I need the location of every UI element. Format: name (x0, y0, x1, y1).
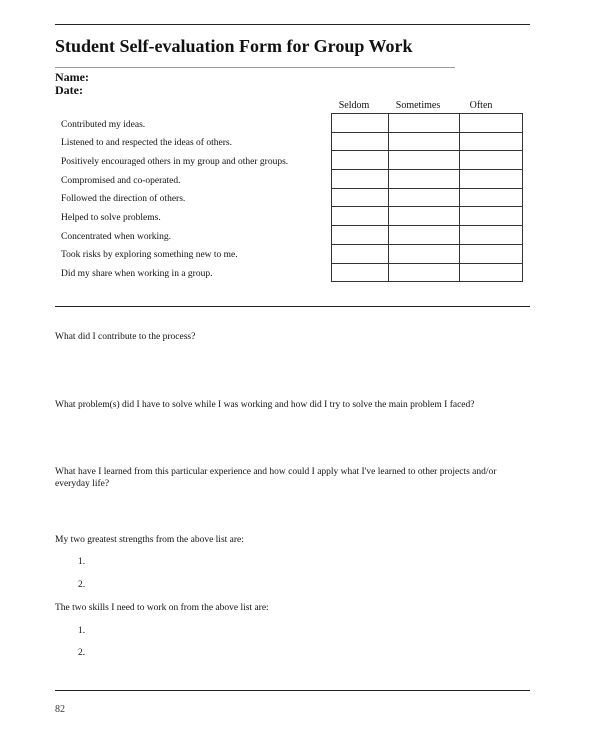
rating-cell-seldom[interactable] (332, 263, 389, 282)
evaluation-item: Concentrated when working. (61, 232, 172, 242)
rating-row (332, 207, 523, 226)
rating-cell-sometimes[interactable] (389, 244, 460, 263)
rating-row (332, 114, 523, 133)
top-rule (55, 24, 530, 25)
rating-cell-sometimes[interactable] (389, 188, 460, 207)
rating-cell-seldom[interactable] (332, 151, 389, 170)
question-contribution: What did I contribute to the process? (55, 332, 196, 342)
evaluation-item: Did my share when working in a group. (61, 269, 213, 279)
rating-cell-sometimes[interactable] (389, 263, 460, 282)
evaluation-item: Took risks by exploring something new to me. (61, 250, 238, 260)
rating-cell-often[interactable] (460, 151, 523, 170)
rating-cell-seldom[interactable] (332, 188, 389, 207)
evaluation-item: Contributed my ideas. (61, 120, 146, 130)
skill-1-number: 1. (78, 626, 86, 636)
rating-cell-seldom[interactable] (332, 244, 389, 263)
rating-cell-often[interactable] (460, 188, 523, 207)
rating-cell-sometimes[interactable] (389, 226, 460, 245)
evaluation-item: Compromised and co-operated. (61, 176, 181, 186)
rating-cell-often[interactable] (460, 170, 523, 189)
column-header-sometimes: Sometimes (395, 100, 441, 111)
rating-row (332, 226, 523, 245)
rating-row (332, 263, 523, 282)
section-divider (55, 306, 530, 307)
date-label: Date: (55, 83, 83, 97)
rating-cell-sometimes[interactable] (389, 132, 460, 151)
question-problems: What problem(s) did I have to solve while I was working and how did I try to solve the main problem I faced? (55, 400, 475, 410)
question-learned: What have I learned from this particular experience and how could I apply what I've learned to other projects and/or everyday life? (55, 467, 497, 489)
rating-row (332, 132, 523, 151)
column-header-often: Often (469, 100, 493, 111)
strengths-label: My two greatest strengths from the above list are: (55, 535, 244, 545)
page-number: 82 (55, 704, 65, 715)
rating-cell-seldom[interactable] (332, 114, 389, 133)
rating-cell-seldom[interactable] (332, 132, 389, 151)
skills-label: The two skills I need to work on from the above list are: (55, 603, 269, 613)
strength-2-number: 2. (78, 580, 86, 590)
rating-cell-sometimes[interactable] (389, 207, 460, 226)
rating-row (332, 151, 523, 170)
rating-cell-often[interactable] (460, 207, 523, 226)
evaluation-item: Listened to and respected the ideas of others. (61, 138, 232, 148)
rating-grid (331, 113, 523, 282)
rating-row (332, 170, 523, 189)
rating-cell-seldom[interactable] (332, 170, 389, 189)
rating-cell-sometimes[interactable] (389, 151, 460, 170)
evaluation-item: Followed the direction of others. (61, 194, 186, 204)
rating-row (332, 244, 523, 263)
title-underline (55, 67, 455, 68)
form-title: Student Self-evaluation Form for Group Work (55, 36, 413, 56)
rating-row (332, 188, 523, 207)
skill-2-number: 2. (78, 648, 86, 658)
rating-cell-often[interactable] (460, 263, 523, 282)
rating-cell-often[interactable] (460, 244, 523, 263)
rating-cell-often[interactable] (460, 226, 523, 245)
rating-cell-sometimes[interactable] (389, 114, 460, 133)
bottom-rule (55, 690, 530, 691)
rating-cell-seldom[interactable] (332, 226, 389, 245)
strength-1-number: 1. (78, 557, 86, 567)
column-header-seldom: Seldom (338, 100, 370, 111)
rating-cell-often[interactable] (460, 132, 523, 151)
name-label: Name: (55, 70, 89, 84)
rating-cell-sometimes[interactable] (389, 170, 460, 189)
evaluation-item: Helped to solve problems. (61, 213, 161, 223)
evaluation-item: Positively encouraged others in my group and other groups. (61, 157, 289, 167)
rating-cell-seldom[interactable] (332, 207, 389, 226)
rating-cell-often[interactable] (460, 114, 523, 133)
